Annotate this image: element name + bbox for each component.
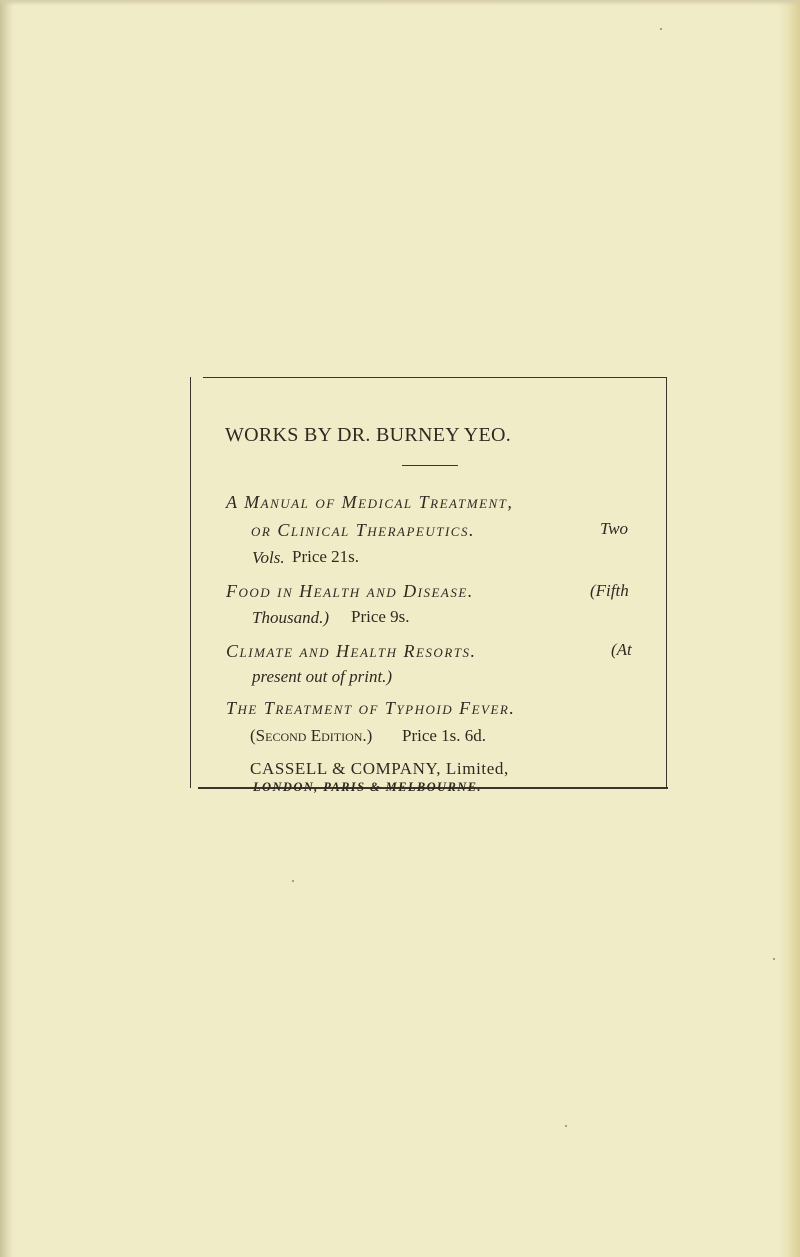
- work-3-note: (At: [611, 640, 632, 659]
- publisher-places: LONDON, PARIS & MELBOURNE.: [253, 780, 482, 794]
- work-1-title-line-1: A Manual of Medical Treatment,: [226, 492, 514, 512]
- page-edge-shadow-top: [0, 0, 800, 6]
- publisher-name: CASSELL & COMPANY, Limited,: [250, 759, 509, 778]
- page-heading: WORKS BY DR. BURNEY YEO.: [225, 424, 512, 446]
- paper-speck: [292, 880, 294, 882]
- paper-speck: [565, 1125, 567, 1127]
- page-edge-shadow-right: [778, 0, 800, 1257]
- work-1-price: Price 21s.: [292, 547, 360, 566]
- work-1-volumes-note: Two: [600, 519, 629, 538]
- heading-divider: [402, 465, 458, 466]
- work-2-title: Food in Health and Disease.: [226, 581, 474, 601]
- paper-speck: [773, 958, 775, 960]
- frame-top-rule: [203, 377, 666, 378]
- paper-speck: [660, 28, 662, 30]
- work-2-note: (Fifth: [590, 581, 629, 600]
- work-3-title: Climate and Health Resorts.: [226, 641, 477, 661]
- work-4-title: The Treatment of Typhoid Fever.: [226, 698, 516, 718]
- work-3-note-cont: present out of print.): [252, 667, 393, 686]
- page-edge-shadow-left: [0, 0, 14, 1257]
- work-2-price: Price 9s.: [351, 607, 410, 626]
- work-2-note-cont: Thousand.): [252, 608, 329, 627]
- work-4-price: Price 1s. 6d.: [402, 726, 487, 745]
- work-1-volumes-note-cont: Vols.: [252, 548, 285, 567]
- work-4-edition: (Second Edition.): [250, 726, 373, 745]
- work-1-title-line-2: or Clinical Therapeutics.: [251, 520, 475, 540]
